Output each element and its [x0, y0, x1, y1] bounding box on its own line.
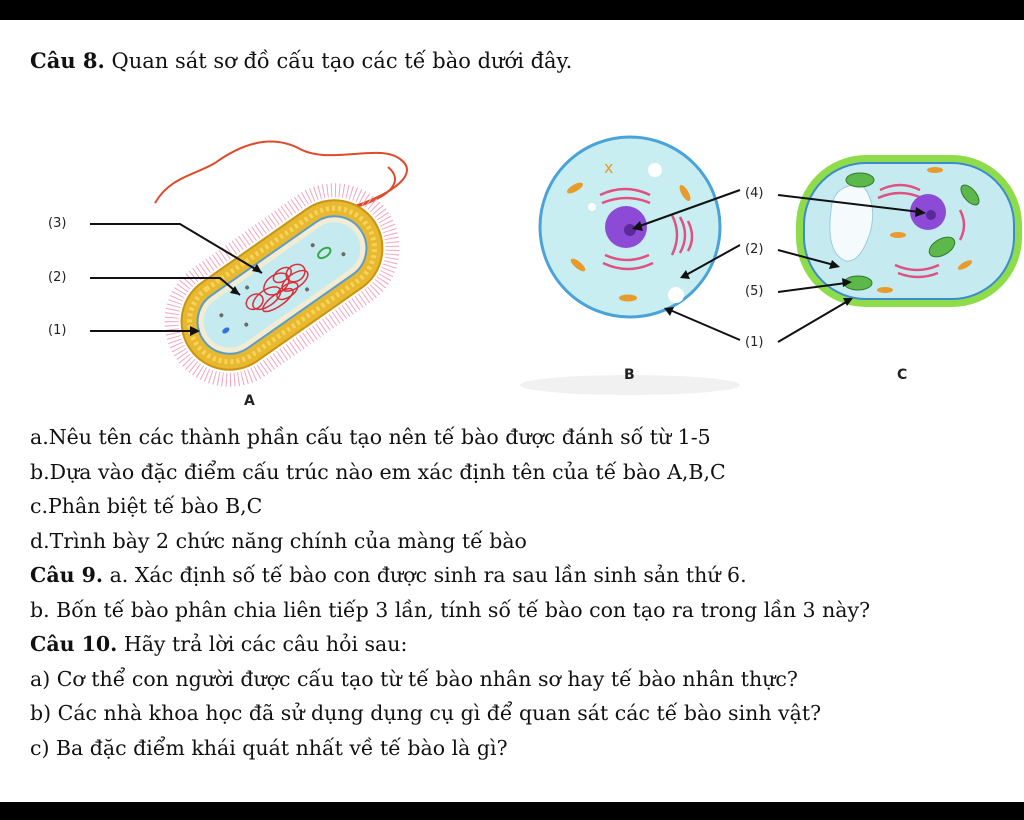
cell-c-name: C: [897, 367, 908, 383]
cell-b-name: B: [624, 367, 635, 383]
cell-a-label-1: (1): [48, 323, 67, 338]
question-list: [30, 420, 870, 765]
question-8-title: [30, 48, 572, 73]
question-line: b) Các nhà khoa học đã sử dụng dụng cụ gì để quan sát các tế bào sinh vật?: [30, 701, 822, 725]
svg-text:x: x: [604, 158, 614, 177]
cell-b-animal: [520, 137, 740, 395]
cell-a-label-3: (3): [48, 216, 67, 231]
cell-diagram-figure: [0, 115, 1024, 415]
cell-a-name: A: [244, 393, 255, 409]
question-line: a) Cơ thể con người được cấu tạo từ tế bào nhân sơ hay tế bào nhân thực?: [30, 666, 798, 691]
cell-a-label-2: (2): [48, 270, 67, 285]
question-line: d.Trình bày 2 chức năng chính của màng tế bào: [30, 528, 527, 553]
question-line: b. Bốn tế bào phân chia liên tiếp 3 lần, tính số tế bào con tạo ra trong lần 3 này?: [30, 597, 871, 622]
question-text: Quan sát sơ đồ cấu tạo các tế bào dưới đây.: [104, 49, 573, 73]
cell-a-bacterium: [90, 142, 415, 403]
label-2: (2): [745, 242, 764, 257]
question-line: c.Phân biệt tế bào B,C: [30, 494, 263, 518]
question-line: b.Dựa vào đặc điểm cấu trúc nào em xác định tên của tế bào A,B,C: [30, 459, 726, 484]
question-line: c) Ba đặc điểm khái quát nhất về tế bào là gì?: [30, 735, 508, 760]
label-5: (5): [745, 284, 764, 299]
question-line: Câu 10. Hãy trả lời các câu hỏi sau:: [30, 632, 408, 656]
question-number: Câu 8.: [30, 48, 105, 73]
cell-c-plant: [778, 155, 1022, 342]
label-1: (1): [745, 335, 764, 350]
label-4: (4): [745, 186, 764, 201]
question-line: Câu 9. a. Xác định số tế bào con được sinh ra sau lần sinh sản thứ 6.: [30, 563, 747, 587]
question-line: a.Nêu tên các thành phần cấu tạo nên tế bào được đánh số từ 1-5: [30, 425, 711, 449]
worksheet-page: [0, 20, 1024, 802]
